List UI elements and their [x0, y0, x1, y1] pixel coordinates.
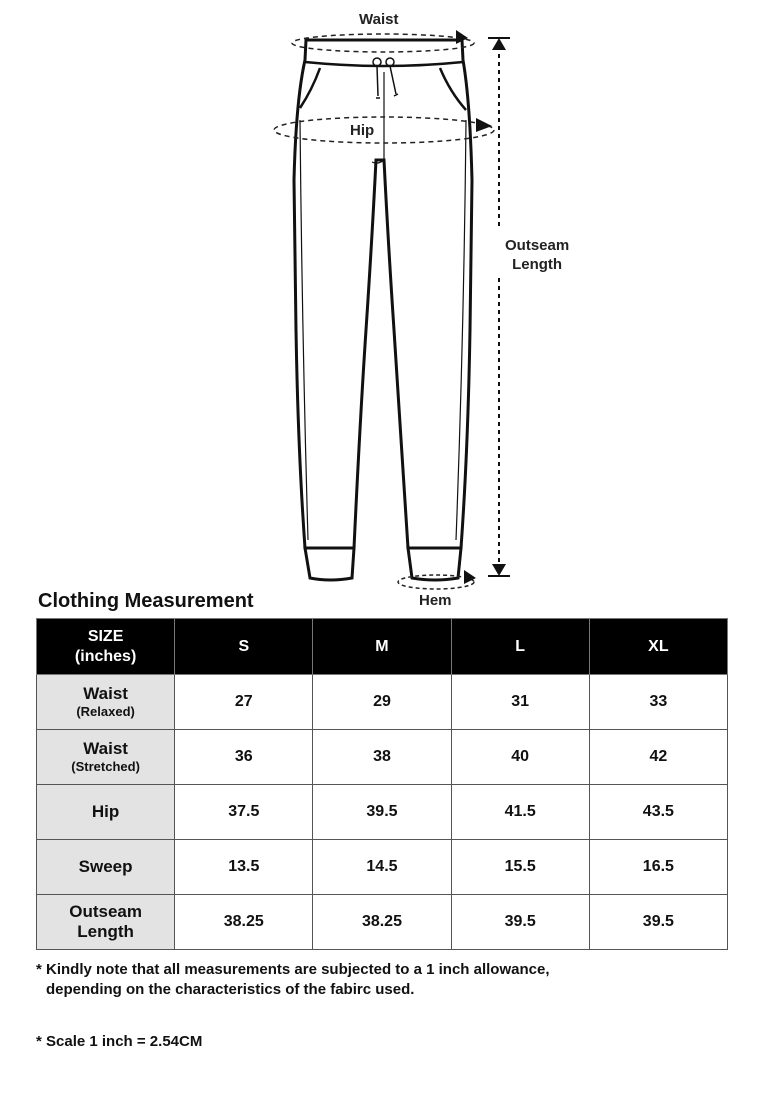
table-row [37, 840, 728, 895]
table-cell: 41.5 [451, 785, 589, 840]
table-cell: 38.25 [313, 895, 451, 950]
row-sublabel: (Stretched) [71, 759, 140, 774]
hem-label: Hem [419, 592, 452, 609]
table-cell: 39.5 [451, 895, 589, 950]
size-column-m: M [313, 619, 451, 675]
table-cell: 40 [451, 730, 589, 785]
table-cell: 16.5 [589, 840, 727, 895]
waist-label: Waist [359, 11, 399, 28]
section-title: Clothing Measurement [38, 590, 254, 612]
row-label-hip [37, 785, 175, 840]
table-row [37, 785, 728, 840]
table-cell: 39.5 [313, 785, 451, 840]
size-chart-table [36, 618, 728, 950]
outseam-dimension [488, 38, 510, 576]
size-column-s: S [175, 619, 313, 675]
table-cell: 29 [313, 675, 451, 730]
hip-arrow [476, 118, 492, 132]
size-header-line2: (inches) [74, 647, 137, 665]
row-label-sweep [37, 840, 175, 895]
scale-note: * Scale 1 inch = 2.54CM [36, 1033, 203, 1050]
row-label: Outseam [69, 902, 142, 921]
row-label-waist-stretched [37, 730, 175, 785]
row-label: Sweep [78, 857, 133, 876]
row-label: Waist [83, 739, 128, 758]
table-cell: 38 [313, 730, 451, 785]
table-row [37, 675, 728, 730]
outseam-arrow-bottom [492, 564, 506, 576]
size-header-cell [37, 619, 175, 675]
row-sublabel: (Relaxed) [76, 704, 135, 719]
left-cuff [305, 548, 354, 580]
allowance-note-line1: * Kindly note that all measurements are subjected to a 1 inch allowance, [36, 961, 550, 978]
table-cell: 42 [589, 730, 727, 785]
table-cell: 15.5 [451, 840, 589, 895]
table-cell: 33 [589, 675, 727, 730]
hem-arrow [464, 570, 476, 584]
table-cell: 43.5 [589, 785, 727, 840]
allowance-note-line2: depending on the characteristics of the fabirc used. [46, 981, 415, 998]
row-label-waist-relaxed [37, 675, 175, 730]
table-cell: 39.5 [589, 895, 727, 950]
outseam-arrow-top [492, 38, 506, 50]
size-column-xl: XL [589, 619, 727, 675]
table-row [37, 895, 728, 950]
hip-label: Hip [350, 122, 375, 139]
notes-section [36, 960, 736, 1050]
table-cell: 37.5 [175, 785, 313, 840]
pants-outline [294, 40, 472, 548]
outseam-label-line1: Outseam [505, 237, 570, 254]
row-label: Waist [83, 684, 128, 703]
outseam-label-line2: Length [512, 256, 563, 273]
row-label-line2: Length [77, 922, 134, 941]
table-row [37, 730, 728, 785]
row-label: Hip [91, 802, 120, 821]
table-cell: 31 [451, 675, 589, 730]
table-cell: 27 [175, 675, 313, 730]
table-cell: 14.5 [313, 840, 451, 895]
table-cell: 13.5 [175, 840, 313, 895]
table-cell: 36 [175, 730, 313, 785]
table-cell: 38.25 [175, 895, 313, 950]
row-label-outseam-length [37, 895, 175, 950]
outseam-length-label [505, 236, 569, 274]
size-column-l: L [451, 619, 589, 675]
table-header-row [37, 619, 728, 675]
allowance-note [36, 960, 736, 1000]
size-header-line1: SIZE [87, 627, 124, 645]
